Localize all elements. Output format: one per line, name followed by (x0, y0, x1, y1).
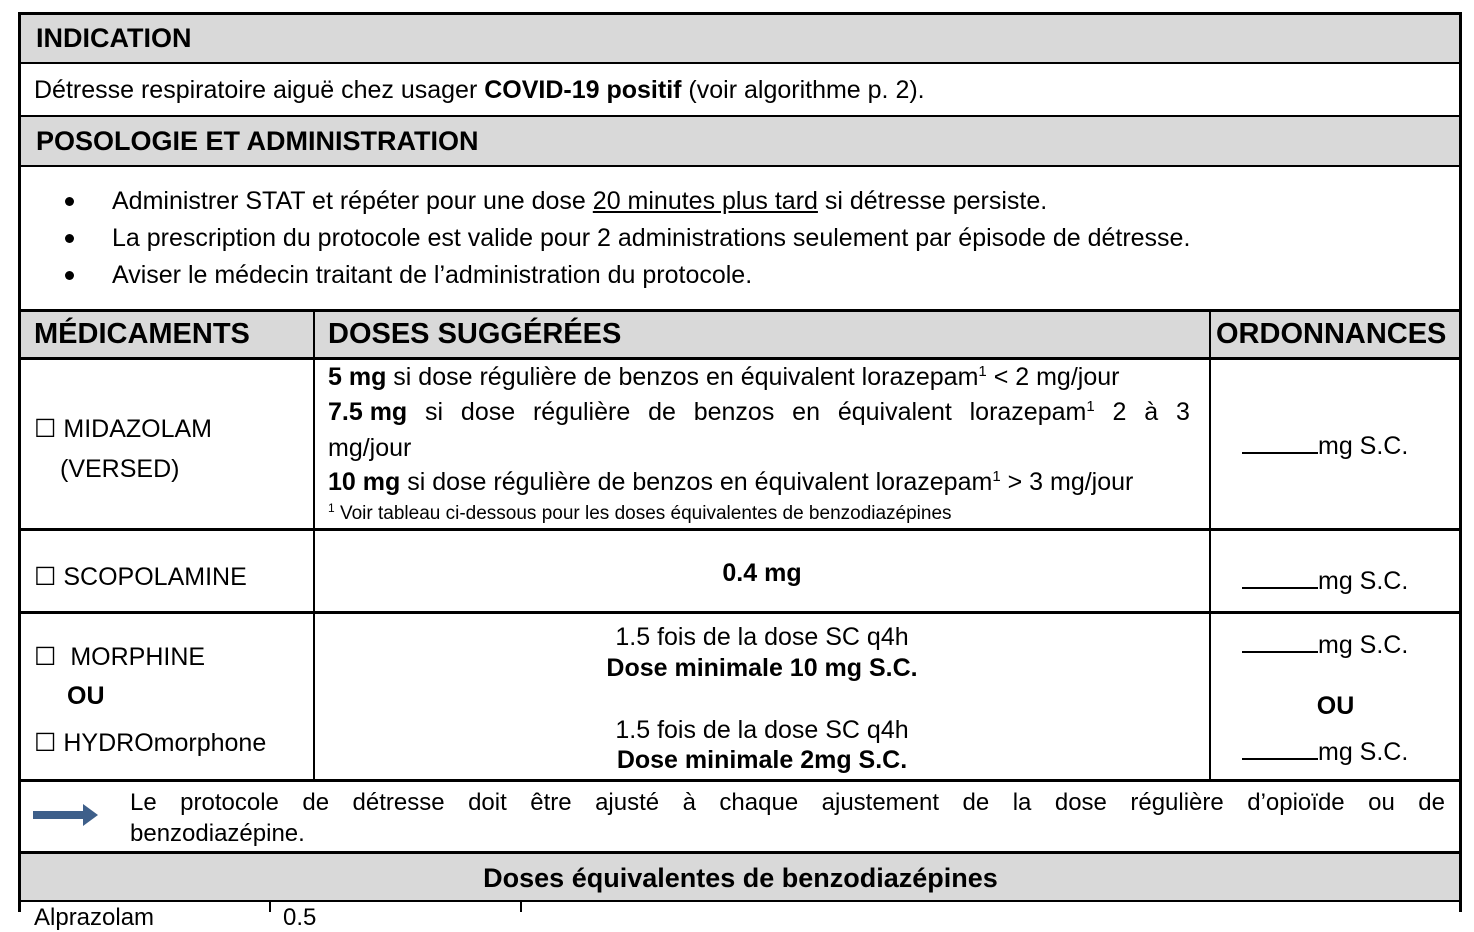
indication-header-label: INDICATION (36, 22, 192, 53)
checkbox-morphine[interactable]: ☐ (34, 643, 57, 671)
note-word: de (302, 789, 330, 816)
border-h (18, 528, 1462, 531)
midazolam-footnote: $^1$ Voir tableau ci-dessous pour les doses équivalentes de benzodiazépines (328, 501, 952, 524)
midazolam-dose-2: 7.5 mg si dose régulière de benzos en équivalent lorazepam$^1$ 2 à 3 (328, 398, 1190, 426)
bullet-dot (65, 234, 74, 243)
note-word: la (1012, 789, 1032, 816)
note-word: Le (130, 789, 157, 816)
scopolamine-rx-field[interactable]: mg S.C. (1242, 567, 1408, 596)
posologie-bullet-1: Administrer STAT et répéter pour une dose 20 minutes plus tard si détresse persiste. (112, 187, 1048, 215)
note-word: de (1418, 789, 1445, 816)
border-h (18, 611, 1462, 614)
equiv-header (21, 854, 1460, 902)
morphine-ou: OU (67, 682, 105, 710)
morphine-dose-line2: Dose minimale 10 mg S.C. (606, 654, 918, 682)
note-word: ajustement (821, 789, 940, 816)
col-header-doses: DOSES SUGGÉRÉES (328, 318, 622, 350)
scopolamine-name: ☐ SCOPOLAMINE (34, 563, 247, 591)
midazolam-dose-2-cont: mg/jour (328, 434, 412, 462)
note-word: doit (468, 789, 507, 816)
note-word: à (682, 789, 696, 816)
bullet-dot (65, 271, 74, 280)
morphine-name: ☐ MORPHINE (34, 643, 206, 671)
posologie-header (21, 117, 1460, 165)
morphine-dose-line1: 1.5 fois de la dose SC q4h (615, 623, 909, 651)
hydromorphone-name: ☐ HYDROmorphone (34, 729, 267, 757)
note-word: détresse (352, 789, 445, 816)
note-word: protocole (180, 789, 279, 816)
posologie-bullet-2: La prescription du protocole est valide pour 2 administrations seulement par épisode de détresse. (112, 224, 1191, 252)
border-h (18, 62, 1462, 64)
border-h (18, 115, 1462, 117)
hydromorphone-dose-line2: Dose minimale 2mg S.C. (616, 746, 908, 774)
border-v (269, 900, 271, 912)
border-h (18, 900, 1462, 902)
hydromorphone-dose-line1: 1.5 fois de la dose SC q4h (615, 716, 909, 744)
checkbox-scopolamine[interactable]: ☐ (34, 563, 57, 591)
indication-text: Détresse respiratoire aiguë chez usager COVID-19 positif (voir algorithme p. 2). (34, 76, 925, 104)
rx-blank[interactable] (1242, 569, 1318, 589)
morphine-rx-field[interactable]: mg S.C. (1242, 631, 1408, 660)
border-v (1209, 310, 1211, 781)
midazolam-brand: (VERSED) (60, 455, 180, 483)
right-arrow-icon (33, 803, 99, 827)
rx-blank[interactable] (1242, 633, 1318, 653)
border-outer-right (1459, 12, 1462, 912)
scopolamine-dose: 0.4 mg (722, 559, 802, 587)
border-h (18, 851, 1462, 854)
border-outer-left (18, 12, 21, 912)
note-word: chaque (719, 789, 799, 816)
border-top (18, 12, 1462, 15)
covid-positive-label: COVID-19 positif (484, 76, 682, 104)
note-word: d’opioïde (1247, 789, 1345, 816)
bullet-dot (65, 197, 74, 206)
equiv-partial-row-value: 0.5 (283, 904, 317, 931)
col-header-ordonnances: ORDONNANCES (1216, 318, 1447, 350)
note-word: ajusté (595, 789, 660, 816)
equiv-header-label: Doses équivalentes de benzodiazépines (483, 862, 998, 893)
note-word: être (530, 789, 572, 816)
border-h (18, 357, 1462, 360)
border-v (520, 900, 522, 912)
midazolam-rx-field[interactable]: mg S.C. (1242, 432, 1408, 461)
posologie-header-label: POSOLOGIE ET ADMINISTRATION (36, 125, 479, 156)
indication-header (21, 14, 1460, 62)
border-h (18, 779, 1462, 782)
checkbox-midazolam[interactable]: ☐ (34, 415, 57, 443)
note-word: dose (1054, 789, 1107, 816)
midazolam-dose-1: 5 mg si dose régulière de benzos en équivalent lorazepam$^1$ < 2 mg/jour (328, 363, 1120, 391)
border-h (18, 165, 1462, 167)
midazolam-name: ☐ MIDAZOLAM (34, 415, 212, 443)
checkbox-hydromorphone[interactable]: ☐ (34, 729, 57, 757)
note-word: ou (1368, 789, 1395, 816)
note-word: de (962, 789, 990, 816)
rx-ou: OU (1316, 692, 1355, 720)
note-word: régulière (1130, 789, 1224, 816)
hydromorphone-rx-field[interactable]: mg S.C. (1242, 738, 1408, 767)
equiv-partial-row-name: Alprazolam (34, 904, 155, 931)
border-h (18, 309, 1462, 312)
col-header-medicaments: MÉDICAMENTS (34, 318, 250, 350)
note-line-2: benzodiazépine. (130, 820, 305, 847)
rx-blank[interactable] (1242, 740, 1318, 760)
rx-blank[interactable] (1242, 434, 1318, 454)
note-line-1 (130, 789, 1445, 817)
midazolam-dose-3: 10 mg si dose régulière de benzos en équivalent lorazepam$^1$ > 3 mg/jour (328, 468, 1134, 496)
border-v (313, 310, 315, 781)
posologie-bullet-3: Aviser le médecin traitant de l’administration du protocole. (112, 261, 753, 289)
